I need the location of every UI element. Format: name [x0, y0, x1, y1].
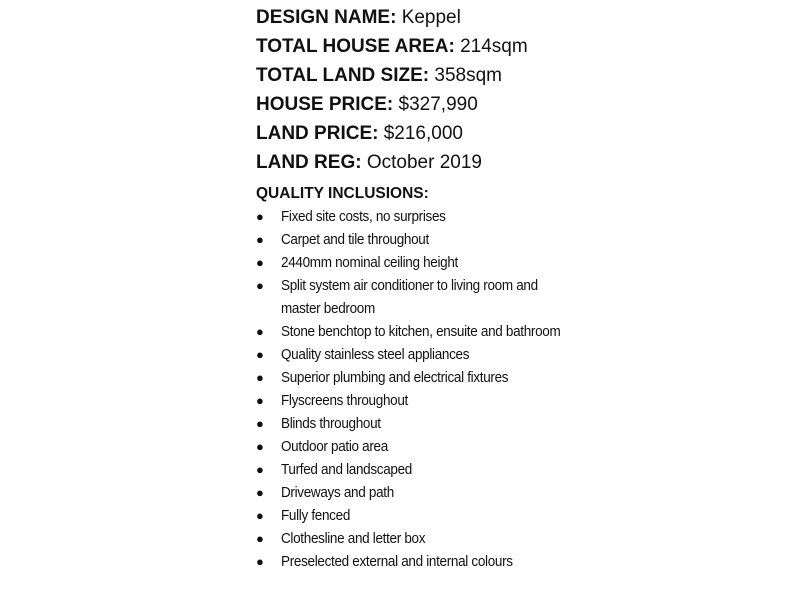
list-item-text: Driveways and path: [281, 484, 394, 501]
list-item-text: Quality stainless steel appliances: [281, 346, 470, 363]
list-item: [256, 205, 581, 228]
bullet-icon: ●: [256, 347, 264, 362]
list-item-text: Preselected external and internal colours: [281, 553, 513, 570]
spec-value: 358sqm: [434, 65, 502, 86]
list-item-text: Outdoor patio area: [281, 438, 388, 455]
spec-value: October 2019: [366, 152, 482, 173]
list-item-text: Flyscreens throughout: [281, 392, 408, 409]
spec-label: TOTAL HOUSE AREA:: [256, 36, 455, 57]
list-item-text: Carpet and tile throughout: [281, 231, 429, 248]
list-item-text: Fixed site costs, no surprises: [281, 208, 446, 225]
list-item: [256, 504, 581, 527]
quality-inclusions-heading: QUALITY INCLUSIONS:: [256, 185, 429, 202]
spec-label: TOTAL LAND SIZE:: [256, 65, 430, 86]
list-item: [256, 550, 581, 573]
spec-label: DESIGN NAME:: [256, 7, 397, 28]
list-item: [256, 320, 581, 343]
bullet-icon: ●: [256, 370, 264, 385]
list-item: [256, 389, 581, 412]
spec-land-reg: [256, 148, 596, 177]
spec-total-house-area: [256, 32, 596, 61]
bullet-icon: ●: [256, 278, 264, 293]
bullet-icon: ●: [256, 393, 264, 408]
list-item-text: Blinds throughout: [281, 415, 381, 432]
list-item: [256, 458, 581, 481]
bullet-icon: ●: [256, 209, 264, 224]
spec-label: HOUSE PRICE:: [256, 94, 394, 115]
list-item-text: Fully fenced: [281, 507, 351, 524]
spec-design-name: [256, 3, 596, 32]
bullet-icon: ●: [256, 462, 264, 477]
list-item-text: 2440mm nominal ceiling height: [281, 254, 458, 271]
bullet-icon: ●: [256, 255, 264, 270]
list-item-text: Clothesline and letter box: [281, 530, 426, 547]
list-item-text: Split system air conditioner to living room and master bedroom: [281, 277, 538, 317]
bullet-icon: ●: [256, 416, 264, 431]
spec-value: Keppel: [401, 7, 461, 28]
spec-value: $327,990: [398, 94, 478, 115]
bullet-icon: ●: [256, 324, 264, 339]
bullet-icon: ●: [256, 508, 264, 523]
list-item-text: Stone benchtop to kitchen, ensuite and bathroom: [281, 323, 561, 340]
bullet-icon: ●: [256, 485, 264, 500]
list-item: [256, 274, 581, 320]
bullet-icon: ●: [256, 554, 264, 569]
spec-label: LAND REG:: [256, 152, 362, 173]
bullet-icon: ●: [256, 531, 264, 546]
bullet-icon: ●: [256, 232, 264, 247]
list-item: [256, 228, 581, 251]
list-item-text: Superior plumbing and electrical fixtures: [281, 369, 509, 386]
bullet-icon: ●: [256, 439, 264, 454]
list-item: [256, 366, 581, 389]
spec-land-price: [256, 119, 596, 148]
list-item: [256, 527, 581, 550]
list-item: [256, 435, 581, 458]
spec-value: $216,000: [383, 123, 463, 144]
spec-label: LAND PRICE:: [256, 123, 379, 144]
list-item-text: Turfed and landscaped: [281, 461, 412, 478]
spec-house-price: [256, 90, 596, 119]
spec-value: 214sqm: [460, 36, 528, 57]
list-item: [256, 412, 581, 435]
list-item: [256, 251, 581, 274]
list-item: [256, 343, 581, 366]
spec-total-land-size: [256, 61, 596, 90]
inclusions-list: [256, 205, 596, 573]
list-item: [256, 481, 581, 504]
property-listing-document: [256, 3, 596, 573]
